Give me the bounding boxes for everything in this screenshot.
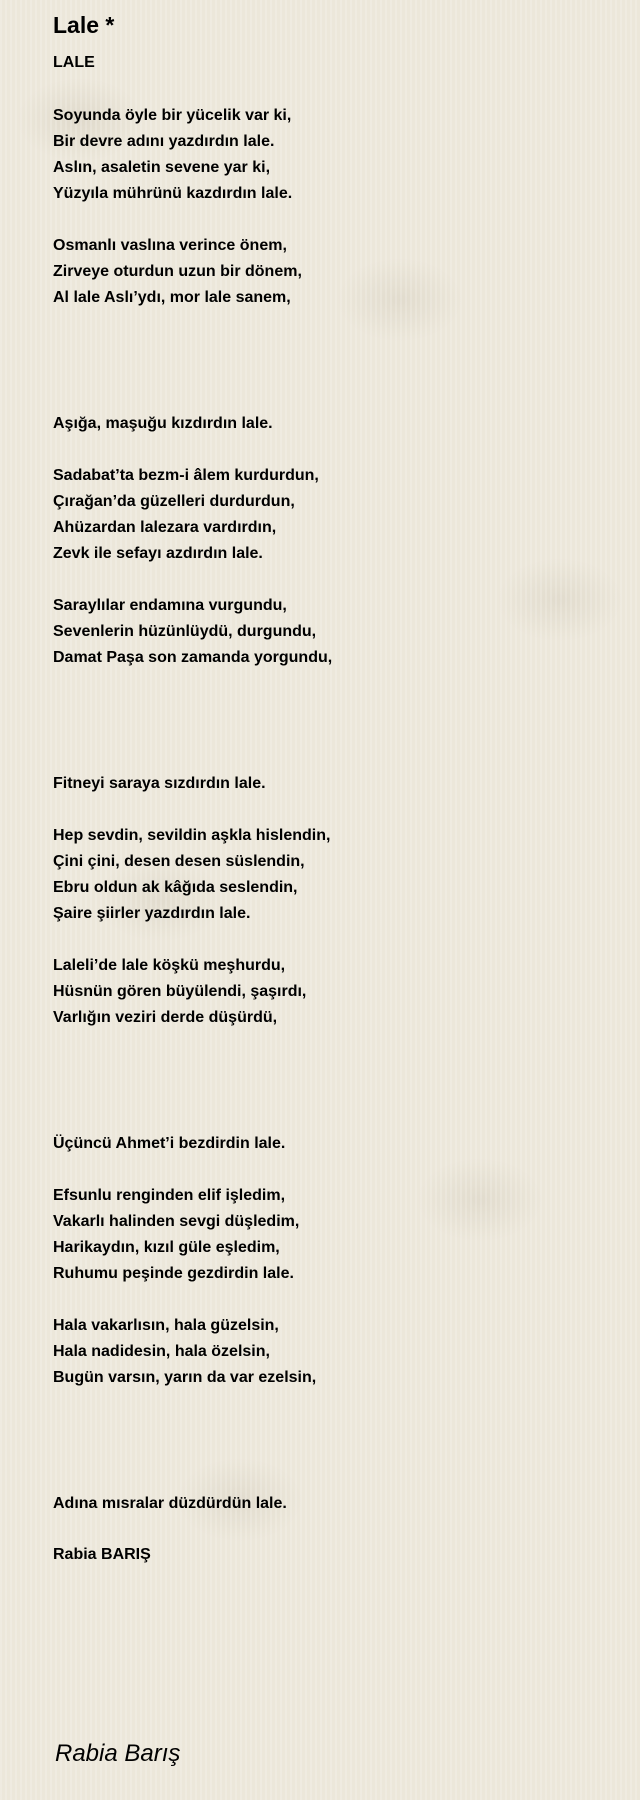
poem-line: Ruhumu peşinde gezdirdin lale. bbox=[53, 1265, 294, 1282]
poem-line: Efsunlu renginden elif işledim, bbox=[53, 1187, 286, 1204]
poem-line: Osmanlı vaslına verince önem, bbox=[53, 237, 287, 254]
poem-author: Rabia BARIŞ bbox=[53, 1546, 151, 1563]
poem-line: Zevk ile sefayı azdırdın lale. bbox=[53, 545, 263, 562]
poem-line: Laleli’de lale köşkü meşhurdu, bbox=[53, 957, 286, 974]
poem-line: Aslın, asaletin sevene yar ki, bbox=[53, 159, 271, 176]
poem-line: Varlığın veziri derde düşürdü, bbox=[53, 1009, 278, 1026]
poem-line: Yüzyıla mührünü kazdırdın lale. bbox=[53, 185, 293, 202]
poem-line: Damat Paşa son zamanda yorgundu, bbox=[53, 649, 333, 666]
poem-line: Bir devre adını yazdırdın lale. bbox=[53, 133, 275, 150]
poem-line: Hala nadidesin, hala özelsin, bbox=[53, 1343, 270, 1360]
poem-line: Şaire şiirler yazdırdın lale. bbox=[53, 905, 251, 922]
poem-line: Hep sevdin, sevildin aşkla hislendin, bbox=[53, 827, 331, 844]
poem-line: Adına mısralar düzdürdün lale. bbox=[53, 1495, 287, 1512]
poem-subtitle: LALE bbox=[53, 54, 95, 71]
poem-line: Ahüzardan lalezara vardırdın, bbox=[53, 519, 277, 536]
poem-line: Aşığa, maşuğu kızdırdın lale. bbox=[53, 415, 273, 432]
poem-line: Çırağan’da güzelleri durdurdun, bbox=[53, 493, 295, 510]
poem-line: Saraylılar endamına vurgundu, bbox=[53, 597, 287, 614]
poem-line: Hala vakarlısın, hala güzelsin, bbox=[53, 1317, 279, 1334]
poem-line: Çini çini, desen desen süslendin, bbox=[53, 853, 305, 870]
poem-line: Vakarlı halinden sevgi düşledim, bbox=[53, 1213, 300, 1230]
poem-line: Fitneyi saraya sızdırdın lale. bbox=[53, 775, 266, 792]
poem-line: Sadabat’ta bezm-i âlem kurdurdun, bbox=[53, 467, 319, 484]
poem-line: Bugün varsın, yarın da var ezelsin, bbox=[53, 1369, 317, 1386]
poem-line: Harikaydın, kızıl güle eşledim, bbox=[53, 1239, 280, 1256]
poem-line: Ebru oldun ak kâğıda seslendin, bbox=[53, 879, 298, 896]
poem-line: Al lale Aslı’ydı, mor lale sanem, bbox=[53, 289, 291, 306]
poem-line: Hüsnün gören büyülendi, şaşırdı, bbox=[53, 983, 307, 1000]
poem-line: Soyunda öyle bir yücelik var ki, bbox=[53, 107, 292, 124]
poem-line: Üçüncü Ahmet’i bezdirdin lale. bbox=[53, 1135, 286, 1152]
poem-line: Sevenlerin hüzünlüydü, durgundu, bbox=[53, 623, 317, 640]
author-signature: Rabia Barış bbox=[55, 1740, 181, 1767]
poem-line: Zirveye oturdun uzun bir dönem, bbox=[53, 263, 302, 280]
poem-title: Lale * bbox=[53, 12, 115, 38]
